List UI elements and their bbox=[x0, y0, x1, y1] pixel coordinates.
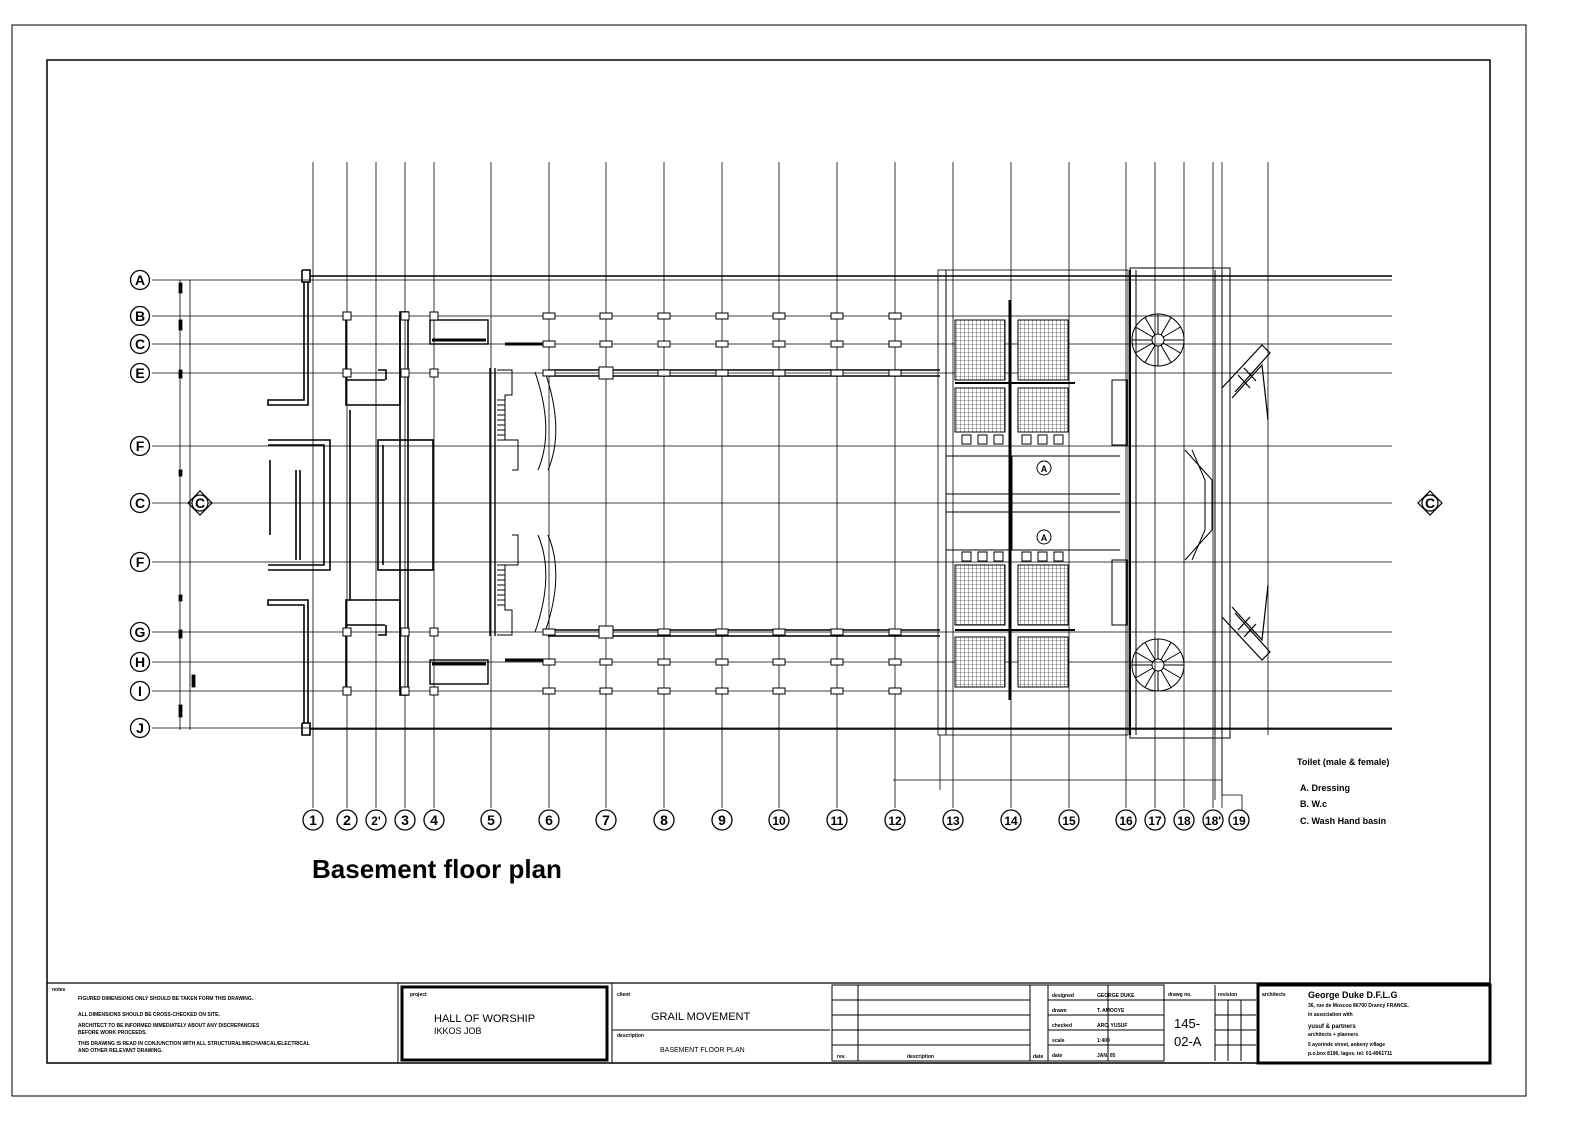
structural-column bbox=[430, 312, 438, 320]
grid-column-label: 7 bbox=[602, 812, 610, 828]
rev-date-header: date bbox=[1033, 1054, 1044, 1060]
spiral-tread bbox=[1163, 343, 1180, 353]
spiral-tread bbox=[1161, 642, 1171, 659]
structural-column bbox=[343, 628, 351, 636]
grid-row-label: C bbox=[134, 336, 146, 352]
spiral-tread bbox=[1135, 343, 1152, 353]
drawn-label: drawn bbox=[1052, 1008, 1067, 1014]
architects-label: architects bbox=[1262, 992, 1286, 998]
structural-column bbox=[716, 313, 728, 319]
notes-label: notes bbox=[52, 987, 66, 993]
grid-column-bubble bbox=[1203, 810, 1223, 830]
structural-column bbox=[600, 341, 612, 347]
structural-column bbox=[831, 341, 843, 347]
grid-column-label: 11 bbox=[830, 814, 844, 828]
grid-row-bubble bbox=[131, 682, 150, 701]
structural-column bbox=[658, 370, 670, 376]
grid-column-bubble bbox=[769, 810, 789, 830]
inner-sheet-border bbox=[47, 60, 1490, 1063]
grid-column-bubble bbox=[539, 810, 559, 830]
spiral-tread bbox=[1135, 652, 1152, 662]
structural-column bbox=[600, 313, 612, 319]
grid-column-label: 12 bbox=[888, 814, 902, 828]
structural-column bbox=[831, 659, 843, 665]
bottom-dimension-string bbox=[893, 735, 1242, 810]
structural-column bbox=[401, 312, 409, 320]
notes-line-2: ALL DIMENSIONS SHOULD BE CROSS-CHECKED ON SITE. bbox=[78, 1012, 220, 1018]
spiral-tread bbox=[1145, 317, 1155, 334]
grid-row-label: F bbox=[135, 438, 145, 454]
structural-column bbox=[831, 313, 843, 319]
legend-item-wash-basin: C. Wash Hand basin bbox=[1300, 816, 1387, 826]
structural-column bbox=[773, 313, 785, 319]
structural-column bbox=[543, 659, 555, 665]
grid-column-label: 2 bbox=[343, 812, 351, 828]
checked-label: checked bbox=[1052, 1023, 1073, 1029]
grid-column-label: 5 bbox=[487, 812, 495, 828]
rev-description-header: description bbox=[907, 1054, 934, 1060]
rev-header: rev. bbox=[837, 1054, 846, 1060]
grid-column-bubble bbox=[654, 810, 674, 830]
grid-column-label: 19 bbox=[1232, 814, 1246, 828]
grid-row-bubble bbox=[131, 271, 150, 290]
grid-row-label: J bbox=[136, 720, 144, 736]
grid-column-label: 18' bbox=[1204, 814, 1222, 828]
spiral-tread bbox=[1163, 327, 1180, 337]
client-label: client bbox=[617, 992, 631, 998]
grid-column-label: 10 bbox=[772, 814, 786, 828]
client-name: GRAIL MOVEMENT bbox=[651, 1011, 751, 1023]
grid-column-label: 16 bbox=[1119, 814, 1133, 828]
room-tag-upper-label: A bbox=[1040, 464, 1048, 474]
structural-column bbox=[889, 341, 901, 347]
date-value: JAN. 05 bbox=[1097, 1053, 1116, 1059]
structural-column bbox=[543, 341, 555, 347]
stage-stairs bbox=[497, 370, 556, 635]
grid-column-bubble bbox=[395, 810, 415, 830]
structural-column bbox=[889, 629, 901, 635]
grid-column-label: 1 bbox=[309, 812, 317, 828]
structural-column bbox=[430, 628, 438, 636]
grid-column-label: 9 bbox=[718, 812, 726, 828]
structural-column bbox=[716, 659, 728, 665]
section-marker-right-label: C bbox=[1424, 495, 1436, 511]
grid-column-bubble bbox=[827, 810, 847, 830]
structural-column bbox=[401, 369, 409, 377]
spiral-tread bbox=[1161, 317, 1171, 334]
scale-value: 1:400 bbox=[1097, 1038, 1110, 1044]
structural-column bbox=[716, 688, 728, 694]
legend-heading: Toilet (male & female) bbox=[1297, 757, 1390, 767]
room-tag-upper bbox=[1037, 461, 1051, 475]
grid-row-bubble bbox=[131, 623, 150, 642]
structural-column bbox=[658, 659, 670, 665]
structural-column bbox=[716, 370, 728, 376]
structural-column bbox=[831, 688, 843, 694]
legend-item-wc: B. W.c bbox=[1300, 799, 1328, 809]
structural-column bbox=[773, 341, 785, 347]
section-marker-right bbox=[1418, 491, 1442, 515]
structural-column bbox=[599, 626, 613, 638]
grid-row-label: F bbox=[135, 554, 145, 570]
notes-line-4: BEFORE WORK PROCEEDS. bbox=[78, 1030, 147, 1036]
spiral-tread bbox=[1145, 345, 1155, 362]
grid-lines bbox=[152, 162, 1392, 808]
spiral-tread bbox=[1145, 642, 1155, 659]
grid-row-label: E bbox=[135, 365, 145, 381]
structural-column bbox=[343, 312, 351, 320]
structural-column bbox=[543, 313, 555, 319]
structural-column bbox=[773, 370, 785, 376]
structural-column bbox=[430, 687, 438, 695]
grid-column-label: 6 bbox=[545, 812, 553, 828]
architect-line-3: in association with bbox=[1308, 1012, 1353, 1018]
grid-row-label: B bbox=[134, 308, 146, 324]
grid-column-bubble bbox=[303, 810, 323, 830]
spiral-tread bbox=[1163, 668, 1180, 678]
grid-column-label: 2' bbox=[371, 814, 381, 828]
spiral-stairs bbox=[1132, 314, 1184, 691]
grid-row-bubble bbox=[131, 437, 150, 456]
structural-column bbox=[600, 659, 612, 665]
grid-row-bubble bbox=[131, 494, 150, 513]
notes-line-3: ARCHITECT TO BE INFORMED IMMEDIATELY ABOUT ANY DISCREPANCIES bbox=[78, 1023, 260, 1029]
spiral-tread bbox=[1135, 327, 1152, 337]
structural-column bbox=[889, 370, 901, 376]
description-label: description bbox=[617, 1033, 644, 1039]
outer-sheet-border bbox=[12, 25, 1526, 1096]
grid-row-bubble bbox=[131, 307, 150, 326]
spiral-tread bbox=[1135, 668, 1152, 678]
grid-column-bubble bbox=[943, 810, 963, 830]
grid-row-label: I bbox=[138, 683, 142, 699]
checked-value: ARC. YUSUF bbox=[1097, 1023, 1128, 1029]
spiral-tread bbox=[1145, 670, 1155, 687]
structural-column bbox=[543, 629, 555, 635]
spiral-tread bbox=[1161, 670, 1171, 687]
grid-column-label: 18 bbox=[1177, 814, 1191, 828]
grid-column-label: 13 bbox=[946, 814, 960, 828]
grid-row-bubble bbox=[131, 364, 150, 383]
grid-row-label: H bbox=[134, 654, 146, 670]
architect-line-5: architects + planners bbox=[1308, 1032, 1359, 1038]
structural-column bbox=[401, 687, 409, 695]
structural-column bbox=[430, 369, 438, 377]
drawing-no-label: drawg no. bbox=[1168, 992, 1192, 998]
external-stairs bbox=[1222, 345, 1270, 660]
spiral-tread bbox=[1161, 345, 1171, 362]
structural-column bbox=[658, 313, 670, 319]
drawing-title: Basement floor plan bbox=[312, 854, 562, 884]
notes-line-5: THIS DRAWING IS READ IN CONJUNCTION WITH ALL STRUCTURAL/MECHANICAL/ELECTRICAL bbox=[78, 1041, 310, 1047]
grid-column-label: 14 bbox=[1004, 814, 1018, 828]
structural-column bbox=[343, 687, 351, 695]
revision-label: revision bbox=[1218, 992, 1238, 998]
notes-line-6: AND OTHER RELEVANT DRAWING. bbox=[78, 1048, 163, 1054]
drawing-no-line-1: 145- bbox=[1174, 1016, 1201, 1031]
scale-label: scale bbox=[1052, 1038, 1065, 1044]
west-entrance-walls bbox=[268, 270, 433, 735]
grid-row-bubble bbox=[131, 719, 150, 738]
designed-label: designed bbox=[1052, 993, 1074, 999]
spiral-tread bbox=[1163, 652, 1180, 662]
structural-column bbox=[716, 341, 728, 347]
structural-column bbox=[889, 659, 901, 665]
date-label: date bbox=[1052, 1053, 1063, 1059]
room-tag-lower bbox=[1037, 530, 1051, 544]
grid-row-label: G bbox=[134, 624, 146, 640]
structural-column bbox=[773, 629, 785, 635]
structural-column bbox=[658, 341, 670, 347]
project-label: project bbox=[410, 992, 427, 998]
structural-column bbox=[599, 367, 613, 379]
grid-column-bubble bbox=[1229, 810, 1249, 830]
structural-column bbox=[831, 370, 843, 376]
grid-column-bubble bbox=[1145, 810, 1165, 830]
architect-line-6: 5 ayorinde street, ankeny village bbox=[1308, 1042, 1385, 1048]
drawn-value: T. AMOOYE bbox=[1097, 1008, 1125, 1014]
architect-line-4: yusuf & partners bbox=[1308, 1024, 1356, 1030]
project-name: HALL OF WORSHIP bbox=[434, 1013, 536, 1025]
structural-column bbox=[343, 369, 351, 377]
grid-column-bubble bbox=[1116, 810, 1136, 830]
structural-column bbox=[543, 370, 555, 376]
section-marker-left-label: C bbox=[194, 495, 206, 511]
structural-column bbox=[401, 628, 409, 636]
architect-line-2: 36, rue de Moscou 86700 Drancy FRANCE. bbox=[1308, 1003, 1409, 1009]
structural-column bbox=[658, 629, 670, 635]
drawing-no-line-2: 02-A bbox=[1174, 1034, 1202, 1049]
designed-value: GEORGE DUKE bbox=[1097, 993, 1135, 999]
structural-column bbox=[773, 659, 785, 665]
structural-column bbox=[543, 688, 555, 694]
grid-column-bubble bbox=[1059, 810, 1079, 830]
grid-column-bubble bbox=[1001, 810, 1021, 830]
project-location: IKKOS JOB bbox=[434, 1026, 482, 1036]
grid-column-bubble bbox=[424, 810, 444, 830]
architect-line-1: George Duke D.F.L.G bbox=[1308, 990, 1398, 1000]
toilet-legend bbox=[1297, 757, 1389, 826]
grid-column-label: 15 bbox=[1062, 814, 1076, 828]
legend-item-dressing: A. Dressing bbox=[1300, 783, 1351, 793]
description-value: BASEMENT FLOOR PLAN bbox=[660, 1047, 745, 1054]
structural-column bbox=[600, 688, 612, 694]
grid-column-bubble bbox=[366, 810, 386, 830]
grid-row-label: A bbox=[134, 272, 146, 288]
structural-column bbox=[889, 688, 901, 694]
grid-column-label: 17 bbox=[1148, 814, 1162, 828]
grid-column-bubble bbox=[481, 810, 501, 830]
grid-column-bubble bbox=[885, 810, 905, 830]
grid-row-bubble bbox=[131, 553, 150, 572]
structural-column bbox=[831, 629, 843, 635]
architect-line-7: p.o.box 8196, lagos. tel: 01-4961711 bbox=[1308, 1051, 1393, 1057]
grid-column-bubble bbox=[337, 810, 357, 830]
grid-column-bubble bbox=[596, 810, 616, 830]
structural-column bbox=[716, 629, 728, 635]
grid-column-label: 3 bbox=[401, 812, 409, 828]
grid-column-label: 4 bbox=[430, 812, 438, 828]
room-tag-lower-label: A bbox=[1040, 533, 1048, 543]
grid-column-bubble bbox=[1174, 810, 1194, 830]
structural-column bbox=[889, 313, 901, 319]
structural-column bbox=[658, 688, 670, 694]
grid-column-bubble bbox=[712, 810, 732, 830]
notes-line-1: FIGURED DIMENSIONS ONLY SHOULD BE TAKEN FORM THIS DRAWING. bbox=[78, 996, 254, 1002]
grid-row-bubble bbox=[131, 653, 150, 672]
grid-row-bubble bbox=[131, 335, 150, 354]
section-marker-left bbox=[188, 491, 212, 515]
grid-row-label: C bbox=[134, 495, 146, 511]
grid-column-label: 8 bbox=[660, 812, 668, 828]
structural-column bbox=[773, 688, 785, 694]
